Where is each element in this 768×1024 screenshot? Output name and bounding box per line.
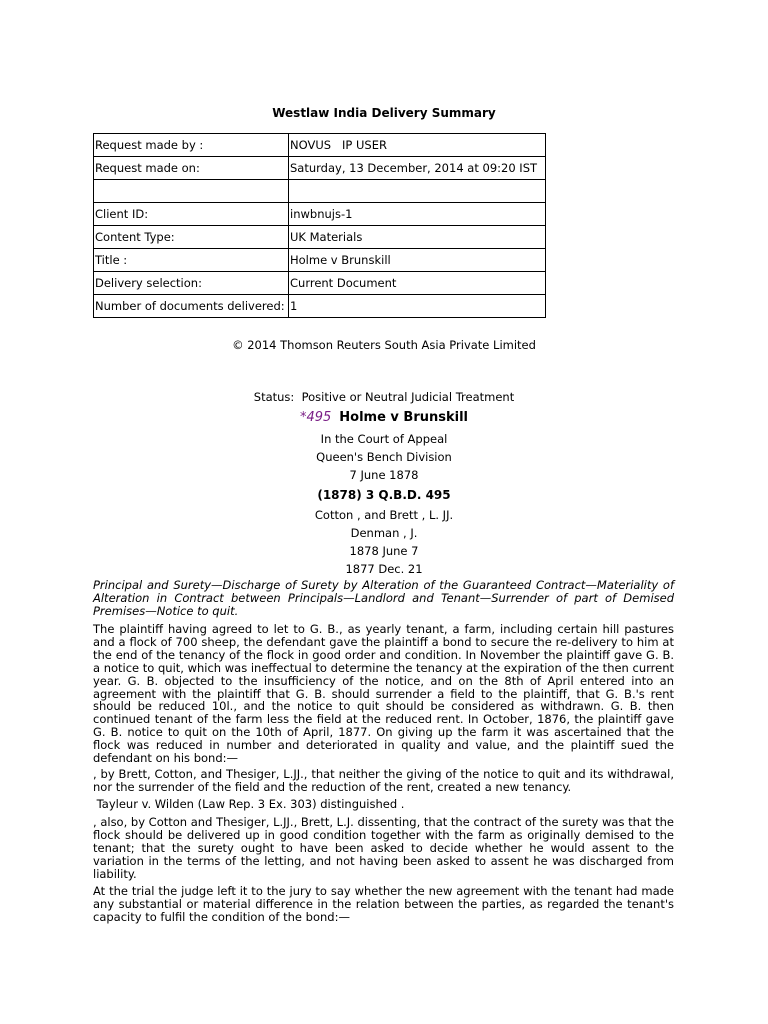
- first-instance-judge: Denman , J.: [350, 526, 418, 540]
- body-paragraph: [93, 885, 674, 924]
- headnote-text: Principal and Surety—Discharge of Surety by Alteration of the Guaranteed Contract—Materiality of Alteration in Contract between Principals—Landlord and Tenant—Surrender of part of Demised Premises—Notice to quit.: [93, 578, 674, 618]
- summary-label: Number of documents delivered:: [94, 295, 289, 318]
- paragraph-text: , by Brett, Cotton, and Thesiger, L.JJ., that neither the giving of the notice to quit and its withdrawal, nor the surrender of the field and the reduction of the rent, created a new tenancy.: [93, 767, 674, 794]
- case-citation: (1878) 3 Q.B.D. 495: [317, 488, 451, 502]
- star-page-link[interactable]: *495: [299, 410, 332, 425]
- paragraph-text: The plaintiff having agreed to let to G. B., as yearly tenant, a farm, including certain hill pastures and a flock of 700 sheep, the defendant gave the plaintiff a bond to secure the re-delivery to him at the end of the tenancy of the flock in good order and condition. In November the plaintiff gave G. B. a notice to quit, which was ineffectual to determine the tenancy at the expiration of the then current year. G. B. objected to the insufficiency of the notice, and on the 8th of April entered into an agreement with the plaintiff that G. B. should surrender a field to the plaintiff, that G. B.'s rent should be reduced 10l., and the notice to quit should be considered as withdrawn. G. B. then continued tenant of the farm less the field at the reduced rent. In October, 1876, the plaintiff gave G. B. notice to quit on the 10th of April, 1877. On giving up the farm it was ascertained that the flock was reduced in number and deteriorated in quality and value, and the plaintiff sued the defendant on his bond:—: [93, 622, 674, 766]
- paragraph-text: At the trial the judge left it to the jury to say whether the new agreement with the tenant had made any substantial or material difference in the relation between the parties, as regarded the tenant's capacity to fulfil the condition of the bond:—: [93, 884, 674, 924]
- body-paragraph: [93, 798, 674, 811]
- delivery-summary-table: [93, 133, 546, 318]
- summary-value: UK Materials: [289, 226, 546, 249]
- summary-label: Request made on:: [94, 157, 289, 180]
- copyright-notice: © 2014 Thomson Reuters South Asia Private Limited: [232, 338, 536, 352]
- paragraph-text: Tayleur v. Wilden (Law Rep. 3 Ex. 303) distinguished .: [93, 797, 405, 811]
- summary-value: Saturday, 13 December, 2014 at 09:20 IST: [289, 157, 546, 180]
- table-row: [94, 295, 546, 318]
- headnote: [93, 579, 674, 618]
- table-row: [94, 272, 546, 295]
- table-row: [94, 180, 546, 203]
- summary-value: Holme v Brunskill: [289, 249, 546, 272]
- summary-value: NOVUS IP USER: [289, 134, 546, 157]
- court-name: In the Court of Appeal: [320, 432, 448, 446]
- body-paragraph: [93, 623, 674, 765]
- summary-label: [94, 180, 289, 203]
- court-division: Queen's Bench Division: [316, 450, 452, 464]
- table-row: [94, 203, 546, 226]
- summary-label: Delivery selection:: [94, 272, 289, 295]
- hearing-date: 1878 June 7: [349, 544, 419, 558]
- table-row: [94, 157, 546, 180]
- paragraph-text: , also, by Cotton and Thesiger, L.JJ., Brett, L.J. dissenting, that the contract of the surety was that the flock should be delivered up in good condition together with the farm as originally demised to the tenant; that the surety ought to have been asked to decide whether he would assent to the variation in the terms of the letting, and not having been asked to assent he was discharged from liability.: [93, 815, 674, 881]
- table-row: [94, 249, 546, 272]
- judgment-date: 7 June 1878: [349, 468, 419, 482]
- judicial-status: Status: Positive or Neutral Judicial Treatment: [253, 390, 515, 404]
- body-paragraph: [93, 768, 674, 794]
- trial-date: 1877 Dec. 21: [345, 562, 423, 576]
- summary-label: Client ID:: [94, 203, 289, 226]
- summary-label: Content Type:: [94, 226, 289, 249]
- summary-value: 1: [289, 295, 546, 318]
- summary-value: [289, 180, 546, 203]
- summary-value: Current Document: [289, 272, 546, 295]
- delivery-summary-title: Westlaw India Delivery Summary: [272, 106, 496, 120]
- summary-label: Title :: [94, 249, 289, 272]
- case-heading: [0, 410, 768, 425]
- body-paragraph: [93, 816, 674, 881]
- case-name: Holme v Brunskill: [339, 410, 469, 425]
- appeal-judges: Cotton , and Brett , L. JJ.: [314, 508, 454, 522]
- summary-label: Request made by :: [94, 134, 289, 157]
- table-row: [94, 134, 546, 157]
- table-row: [94, 226, 546, 249]
- summary-value: inwbnujs-1: [289, 203, 546, 226]
